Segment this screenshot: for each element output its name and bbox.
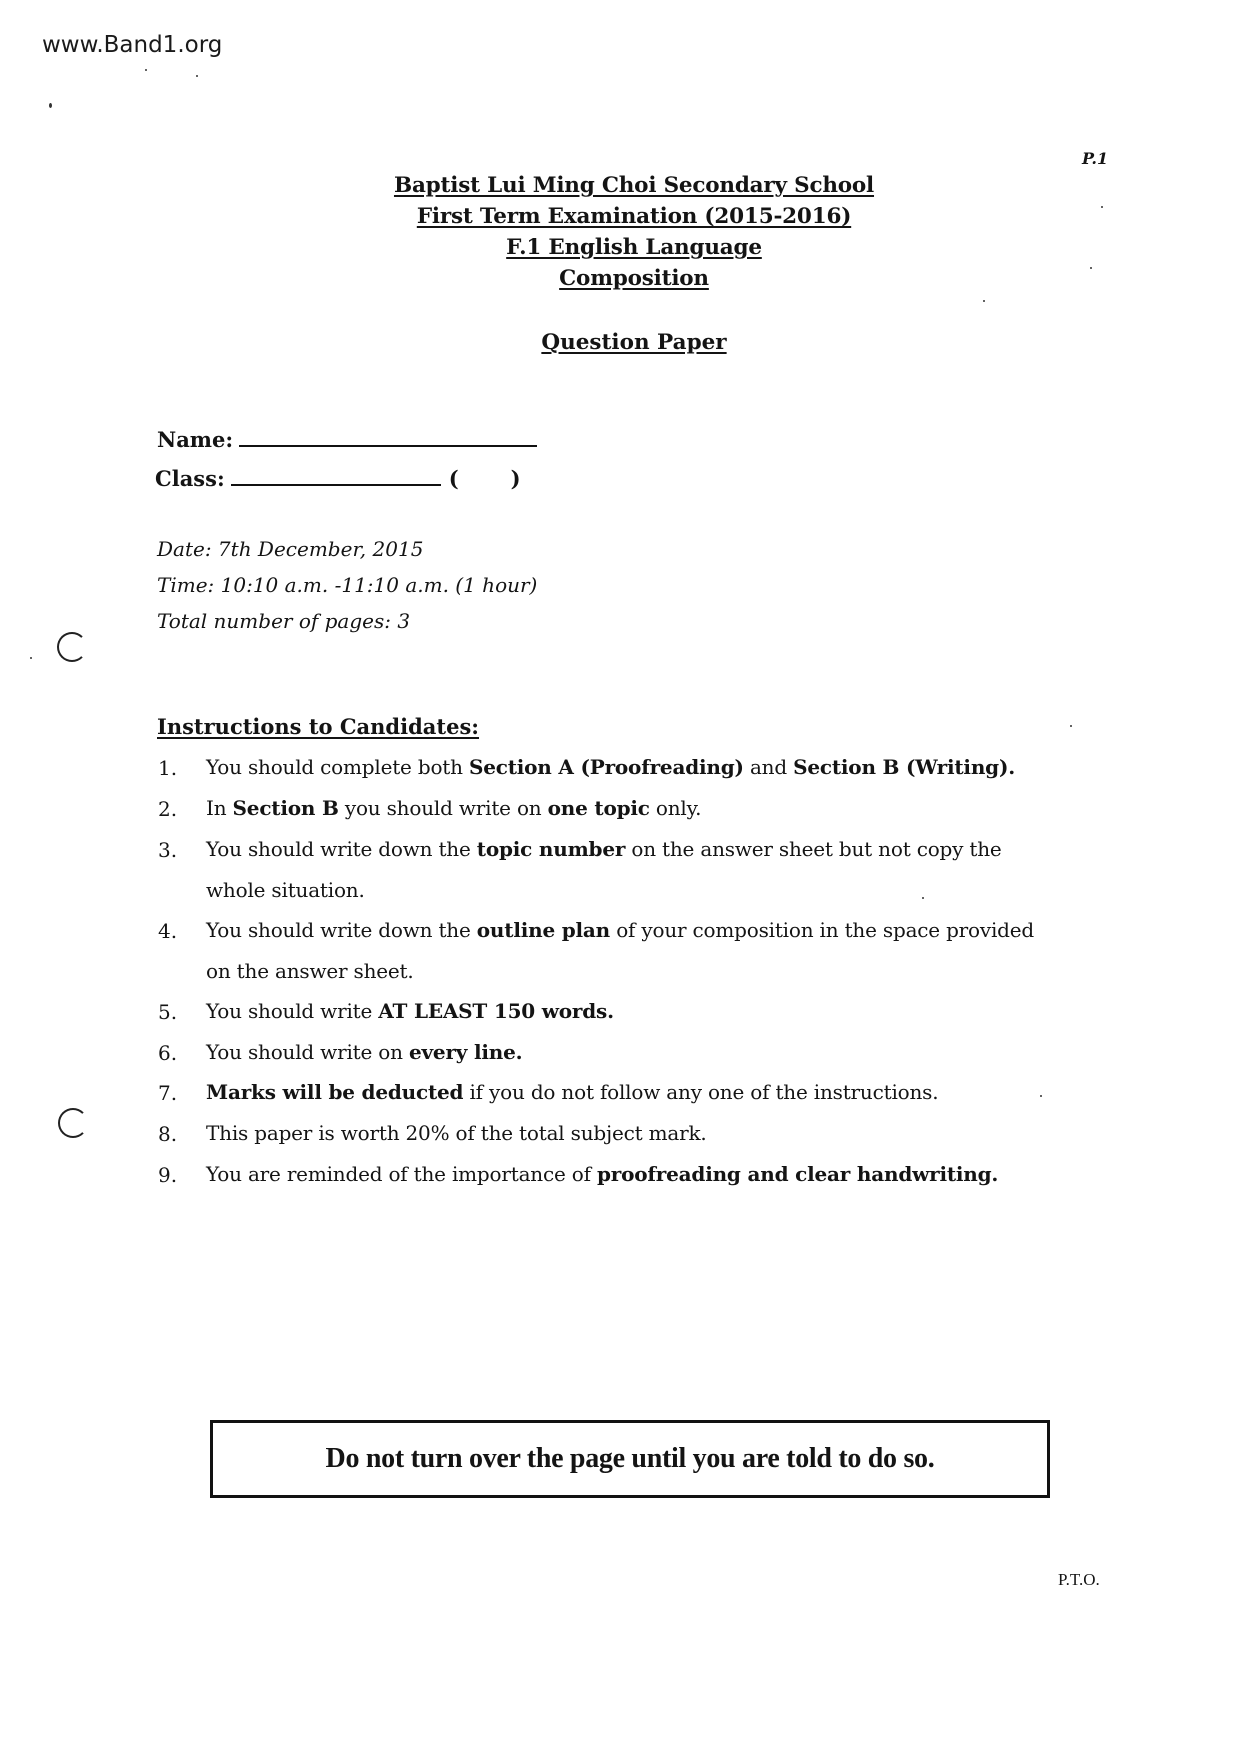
instruction-text-continuation: whole situation. xyxy=(206,878,365,902)
instruction-text: You should complete both Section A (Proofreading) and Section B (Writing). xyxy=(206,755,1015,779)
class-number-open: ( xyxy=(448,466,459,491)
instruction-text-continuation: on the answer sheet. xyxy=(206,959,414,983)
instruction-number: 2. xyxy=(158,797,178,821)
instruction-text: In Section B you should write on one topic only. xyxy=(206,796,702,820)
scan-speck xyxy=(196,75,198,77)
scan-speck xyxy=(983,300,985,302)
class-blank-line[interactable] xyxy=(231,483,441,486)
exam-time: Time: 10:10 a.m. -11:10 a.m. (1 hour) xyxy=(157,573,538,597)
hole-punch-icon xyxy=(58,1108,88,1138)
instruction-number: 6. xyxy=(158,1041,178,1065)
instruction-text: You are reminded of the importance of proofreading and clear handwriting. xyxy=(206,1162,999,1186)
school-name: Baptist Lui Ming Choi Secondary School xyxy=(393,173,875,198)
scan-speck xyxy=(1040,1095,1042,1097)
paper-title: Composition xyxy=(559,266,709,291)
name-label: Name: xyxy=(157,427,234,452)
instruction-number: 9. xyxy=(158,1163,178,1187)
notice-text: Do not turn over the page until you are told to do so. xyxy=(325,1443,935,1474)
subject-title: F.1 English Language xyxy=(506,235,762,260)
exam-heading xyxy=(0,170,1240,294)
class-field xyxy=(155,466,521,491)
scan-speck xyxy=(1090,267,1092,269)
instructions-title: Instructions to Candidates: xyxy=(157,714,480,739)
instruction-text: You should write down the topic number on the answer sheet but not copy the xyxy=(206,837,1002,861)
scan-speck xyxy=(30,657,32,659)
watermark: www.Band1.org xyxy=(42,32,223,58)
scan-speck xyxy=(1070,725,1072,727)
name-blank-line[interactable] xyxy=(239,444,537,447)
instruction-text: You should write down the outline plan of your composition in the space provided xyxy=(206,918,1035,942)
instruction-number: 4. xyxy=(158,919,178,943)
scan-speck xyxy=(145,69,147,71)
scan-speck xyxy=(49,103,52,108)
instruction-number: 5. xyxy=(158,1000,178,1024)
exam-title: First Term Examination (2015-2016) xyxy=(416,204,852,229)
document-type-title: Question Paper xyxy=(541,330,727,355)
exam-date: Date: 7th December, 2015 xyxy=(157,537,424,561)
instruction-text: Marks will be deducted if you do not follow any one of the instructions. xyxy=(206,1080,939,1104)
name-field xyxy=(157,427,537,452)
instruction-number: 8. xyxy=(158,1122,178,1146)
scan-speck xyxy=(922,897,924,899)
instruction-number: 1. xyxy=(158,756,178,780)
do-not-turn-notice xyxy=(210,1420,1050,1498)
page-number: P.1 xyxy=(1082,149,1109,168)
instruction-text: You should write AT LEAST 150 words. xyxy=(206,999,614,1023)
class-number-close: ) xyxy=(510,466,521,491)
hole-punch-icon xyxy=(57,632,87,662)
please-turn-over: P.T.O. xyxy=(1058,1570,1100,1589)
instruction-number: 3. xyxy=(158,838,178,862)
instruction-text: You should write on every line. xyxy=(206,1040,523,1064)
scan-speck xyxy=(1101,206,1103,208)
class-label: Class: xyxy=(155,466,225,491)
total-pages: Total number of pages: 3 xyxy=(157,609,411,633)
instruction-number: 7. xyxy=(158,1081,178,1105)
instruction-text: This paper is worth 20% of the total subject mark. xyxy=(206,1121,707,1145)
